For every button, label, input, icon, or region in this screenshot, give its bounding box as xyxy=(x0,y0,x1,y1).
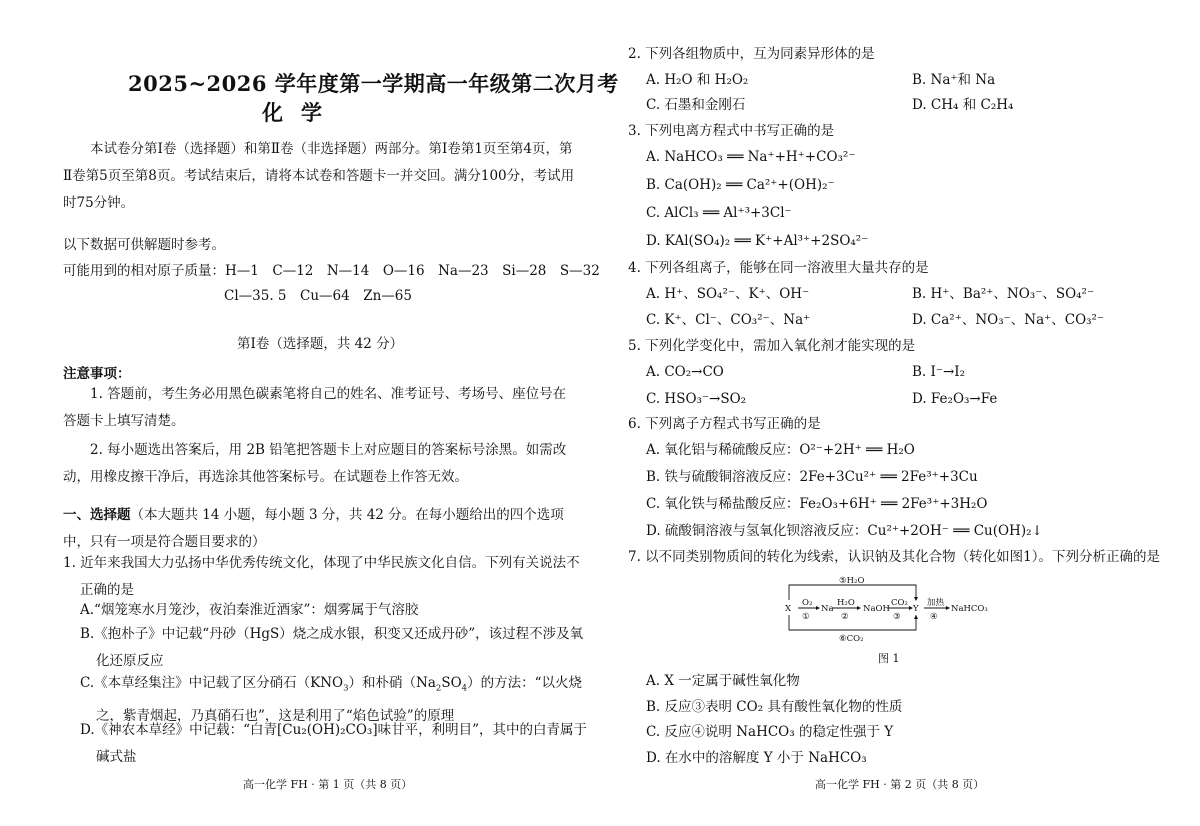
diagram-arrow-1-reagent: O₂ xyxy=(802,598,813,608)
question-5-stem: 5. 下列化学变化中，需加入氧化剂才能实现的是 xyxy=(628,338,916,354)
question-7-option-a: A. X 一定属于碱性氧化物 xyxy=(646,673,800,689)
question-4-option-a: A. H⁺、SO₄²⁻、K⁺、OH⁻ xyxy=(646,286,810,302)
question-2-option-b: B. Na⁺和 Na xyxy=(912,72,996,88)
top-loop-head xyxy=(914,597,918,601)
diagram-node-nahco3: NaHCO₃ xyxy=(951,604,988,614)
note-1: 1. 答题前，考生务必用黑色碳素笔将自己的姓名、准考证号、考场号、座位号在答题卡上填写清楚。 xyxy=(63,386,567,429)
diagram-bottom-label: ⑥CO₂ xyxy=(839,634,864,644)
question-1-option-a: A.“烟笼寒水月笼沙，夜泊秦淮近酒家”：烟雾属于气溶胶 xyxy=(80,602,419,618)
diagram-arrow-3-reagent: CO₂ xyxy=(891,598,908,608)
question-7-option-b: B. 反应③表明 CO₂ 具有酸性氧化物的性质 xyxy=(646,699,903,715)
page-footer-left: 高一化学 FH · 第 1 页（共 8 页） xyxy=(243,778,413,791)
question-6-option-c: C. 氧化铁与稀盐酸反应：Fe₂O₃+6H⁺ ══ 2Fe³⁺+3H₂O xyxy=(646,496,988,512)
arrow-2-head xyxy=(857,606,861,610)
diagram-arrow-2-num: ② xyxy=(841,612,849,622)
question-4-stem: 4. 下列各组离子，能够在同一溶液里大量共存的是 xyxy=(628,260,929,276)
part1-heading: 第Ⅰ卷（选择题，共 42 分） xyxy=(237,336,404,352)
section-desc: （本大题共 14 小题，每小题 3 分，共 42 分。在每小题给出的四个选项中，只有一项是符合题目要求的） xyxy=(63,507,564,550)
question-3-option-d: D. KAl(SO₄)₂ ══ K⁺+Al³⁺+2SO₄²⁻ xyxy=(646,233,869,249)
exam-subject: 化学 xyxy=(262,100,340,125)
bottom-loop-head xyxy=(914,615,918,619)
question-7-option-c: C. 反应④说明 NaHCO₃ 的稳定性强于 Y xyxy=(646,724,894,740)
question-6-option-b: B. 铁与硫酸铜溶液反应：2Fe+3Cu²⁺ ══ 2Fe³⁺+3Cu xyxy=(646,469,978,485)
atomic-mass-line-1: 可能用到的相对原子质量：H—1 C—12 N—14 O—16 Na—23 Si—28 S—32 xyxy=(63,263,600,279)
page-footer-right: 高一化学 FH · 第 2 页（共 8 页） xyxy=(815,778,985,791)
question-6-stem: 6. 下列离子方程式书写正确的是 xyxy=(628,416,821,432)
question-4-option-c: C. K⁺、Cl⁻、CO₃²⁻、Na⁺ xyxy=(646,312,811,328)
diagram-top-label: ⑤H₂O xyxy=(839,576,865,586)
atomic-mass-line-2: Cl—35. 5 Cu—64 Zn—65 xyxy=(224,288,412,304)
ref-data-note: 以下数据可供解题时参考。 xyxy=(63,237,225,253)
question-3-option-b: B. Ca(OH)₂ ══ Ca²⁺+(OH)₂⁻ xyxy=(646,177,835,193)
diagram-node-naoh: NaOH xyxy=(863,604,890,614)
diagram-arrow-2-reagent: H₂O xyxy=(837,598,855,608)
question-5-option-d: D. Fe₂O₃→Fe xyxy=(912,391,998,407)
question-3-stem: 3. 下列电离方程式中书写正确的是 xyxy=(628,123,835,139)
exam-title: 2025~2026 学年度第一学期高一年级第二次月考 xyxy=(128,71,619,96)
question-5-option-b: B. I⁻→I₂ xyxy=(912,364,966,380)
question-2-stem: 2. 下列各组物质中，互为同素异形体的是 xyxy=(628,46,875,62)
question-3-option-a: A. NaHCO₃ ══ Na⁺+H⁺+CO₃²⁻ xyxy=(646,149,856,165)
diagram-node-y: Y xyxy=(913,604,919,614)
diagram-arrow-4-num: ④ xyxy=(930,612,938,622)
exam-intro: 本试卷分第Ⅰ卷（选择题）和第Ⅱ卷（非选择题）两部分。第Ⅰ卷第1页至第4页，第Ⅱ卷第5页至第8页。考试结束后，请将本试卷和答题卡一并交回。满分100分，考试用时75分钟。 xyxy=(63,141,575,211)
arrow-4-head xyxy=(946,606,950,610)
question-5-option-a: A. CO₂→CO xyxy=(646,364,724,380)
question-1-option-d: D.《神农本草经》中记载：“白青[Cu₂(OH)₂CO₃]味甘平，利明目”，其中的白青属于碱式盐 xyxy=(80,722,588,765)
question-1-option-c: C.《本草经集注》中记载了区分硝石$(KNO_3)$和朴硝$(Na_2SO_4)$的方法：“以火烧之，紫青烟起，乃真硝石也”，这是利用了“焰色试验”的原理 xyxy=(80,675,582,724)
diagram-node-na: Na xyxy=(821,604,834,614)
question-7-option-d: D. 在水中的溶解度 Y 小于 NaHCO₃ xyxy=(646,750,867,766)
question-7-stem: 7. 以不同类别物质间的转化为线索，认识钠及其化合物（转化如图1）。下列分析正确的是 xyxy=(628,549,1161,565)
question-2-option-c: C. 石墨和金刚石 xyxy=(646,97,746,113)
question-6-option-d: D. 硫酸铜溶液与氢氧化钡溶液反应：Cu²⁺+2OH⁻ ══ Cu(OH)₂↓ xyxy=(646,523,1043,539)
diagram-node-x: X xyxy=(785,604,792,614)
diagram-arrow-4-reagent: 加热 xyxy=(927,598,945,608)
figure-caption: 图 1 xyxy=(878,652,900,665)
sodium-conversion-diagram xyxy=(783,573,988,645)
section-title: 一、选择题 xyxy=(63,507,131,523)
arrow-1-head xyxy=(816,606,820,610)
question-4-option-d: D. Ca²⁺、NO₃⁻、Na⁺、CO₃²⁻ xyxy=(912,312,1105,328)
question-3-option-c: C. AlCl₃ ══ Al⁺³+3Cl⁻ xyxy=(646,205,792,221)
question-4-option-b: B. H⁺、Ba²⁺、NO₃⁻、SO₄²⁻ xyxy=(912,286,1095,302)
question-1-stem: 1. 近年来我国大力弘扬中华优秀传统文化，体现了中华民族文化自信。下列有关说法不正确的是 xyxy=(63,555,580,598)
question-1-option-b: B.《抱朴子》中记载“丹砂（HgS）烧之成水银，积变又还成丹砂”，该过程不涉及氧化还原反应 xyxy=(80,626,584,669)
section-1-header xyxy=(63,502,575,556)
question-2-option-a: A. H₂O 和 H₂O₂ xyxy=(646,72,749,88)
question-6-option-a: A. 氧化铝与稀硫酸反应：O²⁻+2H⁺ ══ H₂O xyxy=(646,442,915,458)
notes-heading: 注意事项： xyxy=(63,366,131,382)
question-2-option-d: D. CH₄ 和 C₂H₄ xyxy=(912,97,1014,113)
diagram-arrow-3-num: ③ xyxy=(893,612,901,622)
diagram-arrow-1-num: ① xyxy=(802,612,810,622)
note-2: 2. 每小题选出答案后，用 2B 铅笔把答题卡上对应题目的答案标号涂黑。如需改动，用橡皮擦干净后，再选涂其他答案标号。在试题卷上作答无效。 xyxy=(63,442,567,485)
question-5-option-c: C. HSO₃⁻→SO₂ xyxy=(646,391,747,407)
